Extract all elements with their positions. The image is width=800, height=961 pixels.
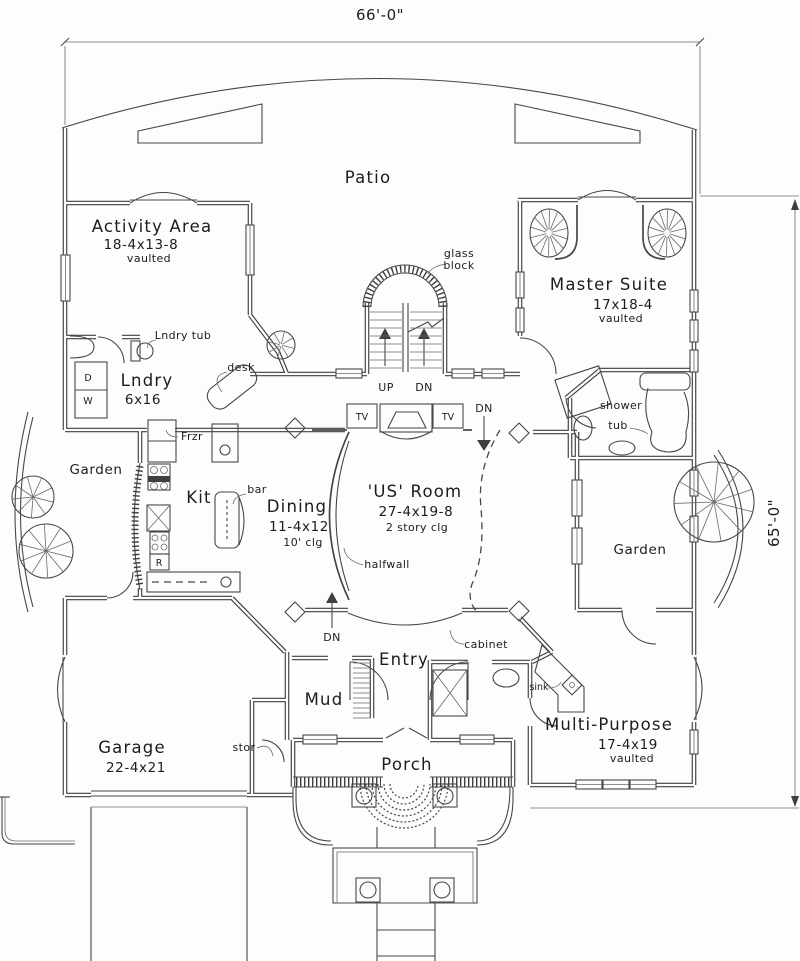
tub-shape [646,388,689,452]
room-ceiling-activity: vaulted [126,252,172,265]
washer-letter: W [83,396,93,407]
dn-label-bottom: DN [323,631,341,644]
glass-block-label-1: glass [443,247,475,260]
powder-toilet [493,669,519,687]
freezer-label: Frzr [181,430,203,443]
room-label-garden-right: Garden [613,542,667,558]
stor-door-swing [262,740,284,762]
burner-unit [150,532,169,554]
room-label-porch: Porch [381,755,433,774]
room-label-patio: Patio [344,168,392,187]
tub-label: tub [608,419,628,432]
tv-label-right: TV [441,412,455,423]
room-ceiling-master: vaulted [598,312,644,325]
laundry-tub-basin [137,343,153,359]
front-door [386,728,427,738]
room-label-dining: Dining [266,497,328,516]
entry-area [350,662,519,738]
room-label-multi: Multi-Purpose [544,715,674,734]
room-label-kitchen: Kit [186,488,212,507]
room-ceiling-us-room: 2 story clg [385,521,449,534]
room-label-garden-left: Garden [69,462,123,478]
bar-label: bar [247,483,267,496]
room-size-us-room: 27-4x19-8 [378,504,454,520]
room-label-entry: Entry [379,650,429,669]
tv-label-left: TV [355,412,369,423]
laundry-tub-label: Lndry tub [154,329,212,342]
right-dimension-label: 65'-0" [765,498,783,548]
room-ceiling-dining: 10' clg [283,536,323,549]
glass-block-label-2: block [443,259,475,272]
room-label-us-room: 'US' Room [367,482,463,501]
range-letter: R [155,558,163,569]
patio-outline [62,78,697,143]
cabinet-label: cabinet [464,638,508,651]
room-ceiling-multi: vaulted [609,752,655,765]
top-dimension-label: 66'-0" [355,6,405,24]
room-size-garage: 22-4x21 [105,760,167,776]
room-label-activity: Activity Area [91,217,213,236]
sink-label: sink [529,682,549,693]
shower-label: shower [599,399,643,412]
room-size-laundry: 6x16 [124,392,162,408]
stor-label: stor [232,741,256,754]
dryer-letter: D [84,373,92,384]
room-label-laundry: Lndry [120,371,174,390]
dn-label-stairs: DN [415,381,433,394]
room-size-dining: 11-4x12 [268,519,330,535]
room-size-master: 17x18-4 [592,297,654,313]
halfwall-label: halfwall [364,558,410,571]
laundry-fixtures [70,336,261,462]
room-label-mud: Mud [304,690,344,709]
dn-label-right: DN [475,402,493,415]
desk-label: desk [227,361,255,374]
room-size-activity: 18-4x13-8 [103,237,179,253]
labels [69,6,783,776]
room-label-garage: Garage [98,738,166,757]
bath-sink [609,441,635,455]
room-size-multi: 17-4x19 [597,737,659,753]
up-label: UP [378,381,394,394]
staircase [363,265,447,372]
room-label-master: Master Suite [549,275,669,294]
